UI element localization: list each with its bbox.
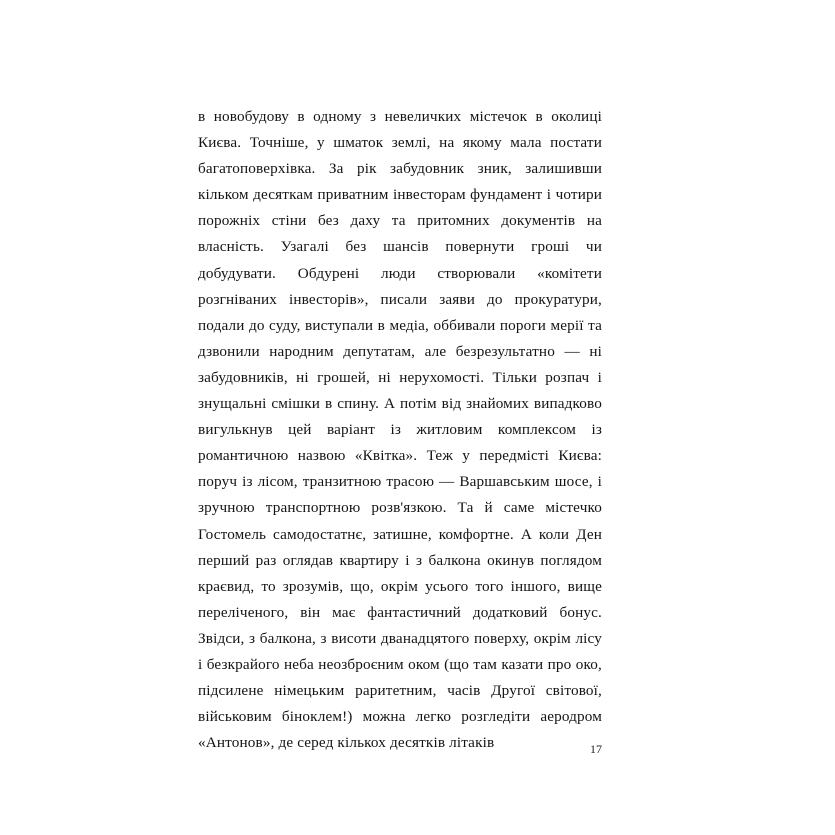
body-paragraph: в новобудову в одному з невеличких містечок в околиці Києва. Точніше, у шматок землі, на якому мала постати багатоповерхівка. За рік забудовник зник, залишивши кільком десяткам приватним інвесторам фундамент і чотири порожніх стіни без даху та притомних документів на власність. Узагалі без шансів повернути гроші чи добудувати. Обдурені люди створювали «комітети розгніваних інвесторів», писали заяви до прокуратури, подали до суду, виступали в медіа, оббивали пороги мерії та дзвонили народним депутатам, але безрезультатно — ні забудовників, ні грошей, ні нерухомості. Тільки розпач і знущальні смішки в спину. А потім від знайомих випадково вигулькнув цей варіант із житловим комплексом із романтичною назвою «Квітка». Теж у передмісті Києва: поруч із лісом, транзитною трасою — Варшавським шосе, і зручною транспортною розв'язкою. Та й саме містечко Гостомель самодостатнє, затишне, комфортне. А коли Ден перший раз оглядав квартиру і з балкона окинув поглядом краєвид, то зрозумів, що, окрім усього того іншого, вище переліченого, він має фантастичний додатковий бонус. Звідси, з балкона, з висоти дванадцятого поверху, окрім лісу і безкрайого неба неозброєним оком (що там казати про око, підсилене німецьким раритетним, часів Другої світової, військовим біноклем!) можна легко розгледіти аеродром «Антонов», де серед кількох десятків літаків <box>198 108 602 752</box>
page-text-block <box>198 104 602 756</box>
page-number: 17 <box>590 742 602 756</box>
